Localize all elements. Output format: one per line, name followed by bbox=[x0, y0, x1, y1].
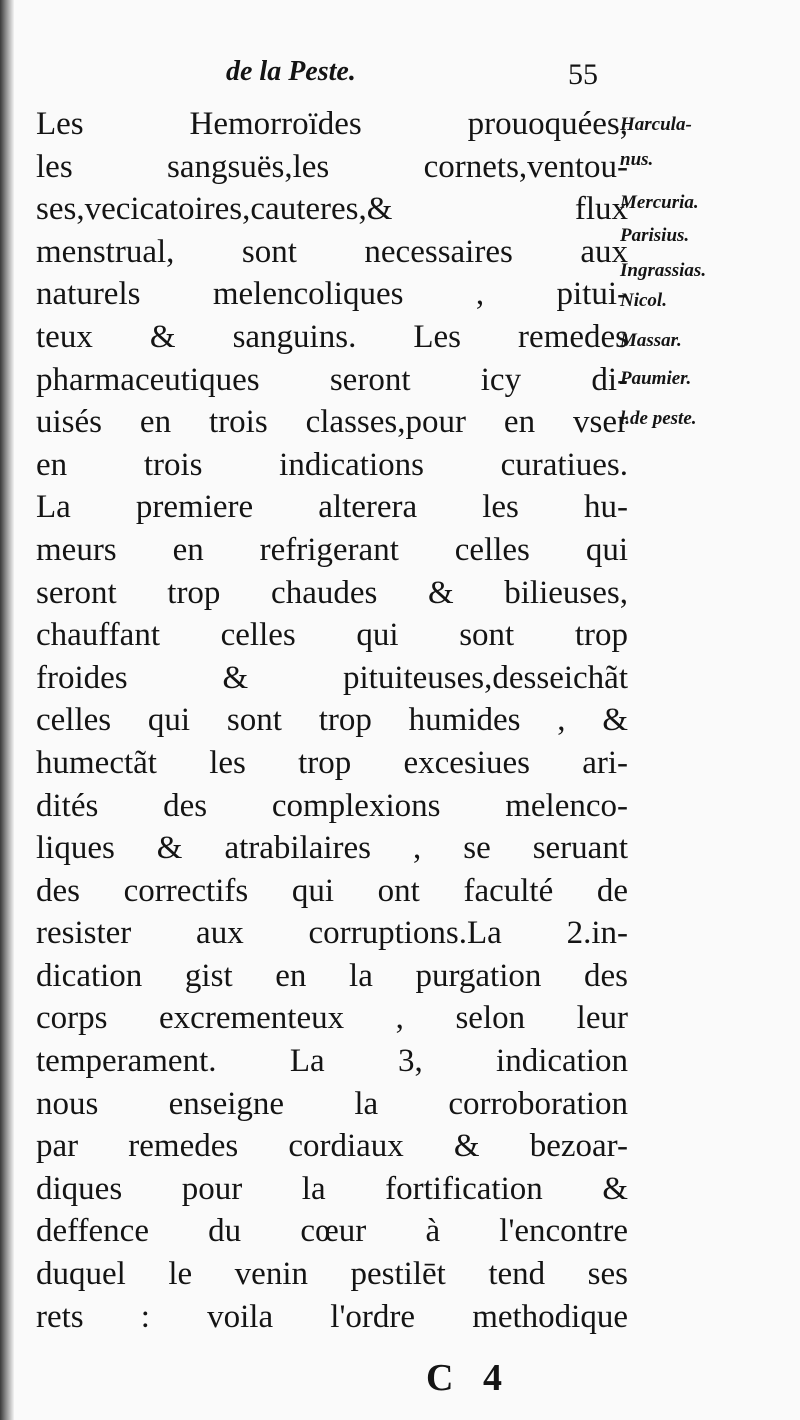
text-line: humectãt les trop excesiues ari- bbox=[36, 744, 628, 781]
text-line: nous enseigne la corroboration bbox=[36, 1085, 628, 1122]
text-line: teux & sanguins. Les remedes bbox=[36, 318, 628, 355]
margin-note: Mercuria. bbox=[620, 192, 699, 213]
text-line: pharmaceutiques seront icy di- bbox=[36, 361, 628, 398]
text-line: chauffant celles qui sont trop bbox=[36, 617, 628, 654]
margin-note: nus. bbox=[620, 149, 654, 170]
text-line: uisés en trois classes,pour en vser bbox=[36, 404, 628, 441]
running-title: de la Peste. bbox=[226, 56, 356, 87]
text-line: meurs en refrigerant celles qui bbox=[36, 531, 628, 568]
text-line: resister aux corruptions.La 2.in- bbox=[36, 915, 628, 952]
text-line: temperament. La 3, indication bbox=[36, 1043, 628, 1080]
text-line: celles qui sont trop humides , & bbox=[36, 702, 628, 739]
text-line: deffence du cœur à l'encontre bbox=[36, 1213, 628, 1250]
text-line: menstrual, sont necessaires aux bbox=[36, 233, 628, 270]
text-line: ses,vecicatoires,cauteres,& flux bbox=[36, 191, 628, 228]
text-line: dication gist en la purgation des bbox=[36, 957, 628, 994]
margin-note: l.de peste. bbox=[620, 408, 697, 429]
gutter-shadow bbox=[0, 0, 14, 1420]
page-number: 55 bbox=[568, 58, 598, 91]
text-line: corps excrementeux , selon leur bbox=[36, 1000, 628, 1037]
text-line: froides & pituiteuses,desseichãt bbox=[36, 659, 628, 696]
text-line: par remedes cordiaux & bezoar- bbox=[36, 1128, 628, 1165]
page-header bbox=[0, 52, 800, 102]
margin-note: Paumier. bbox=[620, 368, 692, 389]
text-line: naturels melencoliques , pitui- bbox=[36, 276, 628, 313]
body-text bbox=[36, 103, 628, 1338]
text-line: La premiere alterera les hu- bbox=[36, 489, 628, 526]
text-line: les sangsuës,les cornets,ventou- bbox=[36, 148, 628, 185]
margin-note: Massar. bbox=[620, 330, 682, 351]
text-line: des correctifs qui ont faculté de bbox=[36, 872, 628, 909]
text-line: duquel le venin pestilēt tend ses bbox=[36, 1256, 628, 1293]
text-line: seront trop chaudes & bilieuses, bbox=[36, 574, 628, 611]
margin-note: Nicol. bbox=[620, 290, 667, 311]
text-line: liques & atrabilaires , se seruant bbox=[36, 830, 628, 867]
text-line: en trois indications curatiues. bbox=[36, 446, 628, 483]
text-line: rets : voila l'ordre methodique bbox=[36, 1298, 628, 1335]
text-line: dités des complexions melenco- bbox=[36, 787, 628, 824]
text-line: diques pour la fortification & bbox=[36, 1170, 628, 1207]
margin-note: Ingrassias. bbox=[620, 260, 707, 281]
signature-mark: C 4 bbox=[426, 1357, 512, 1399]
margin-note: Harcula- bbox=[620, 114, 692, 135]
text-line: Les Hemorroïdes prouoquées, bbox=[36, 106, 628, 142]
margin-note: Parisius. bbox=[620, 225, 690, 246]
